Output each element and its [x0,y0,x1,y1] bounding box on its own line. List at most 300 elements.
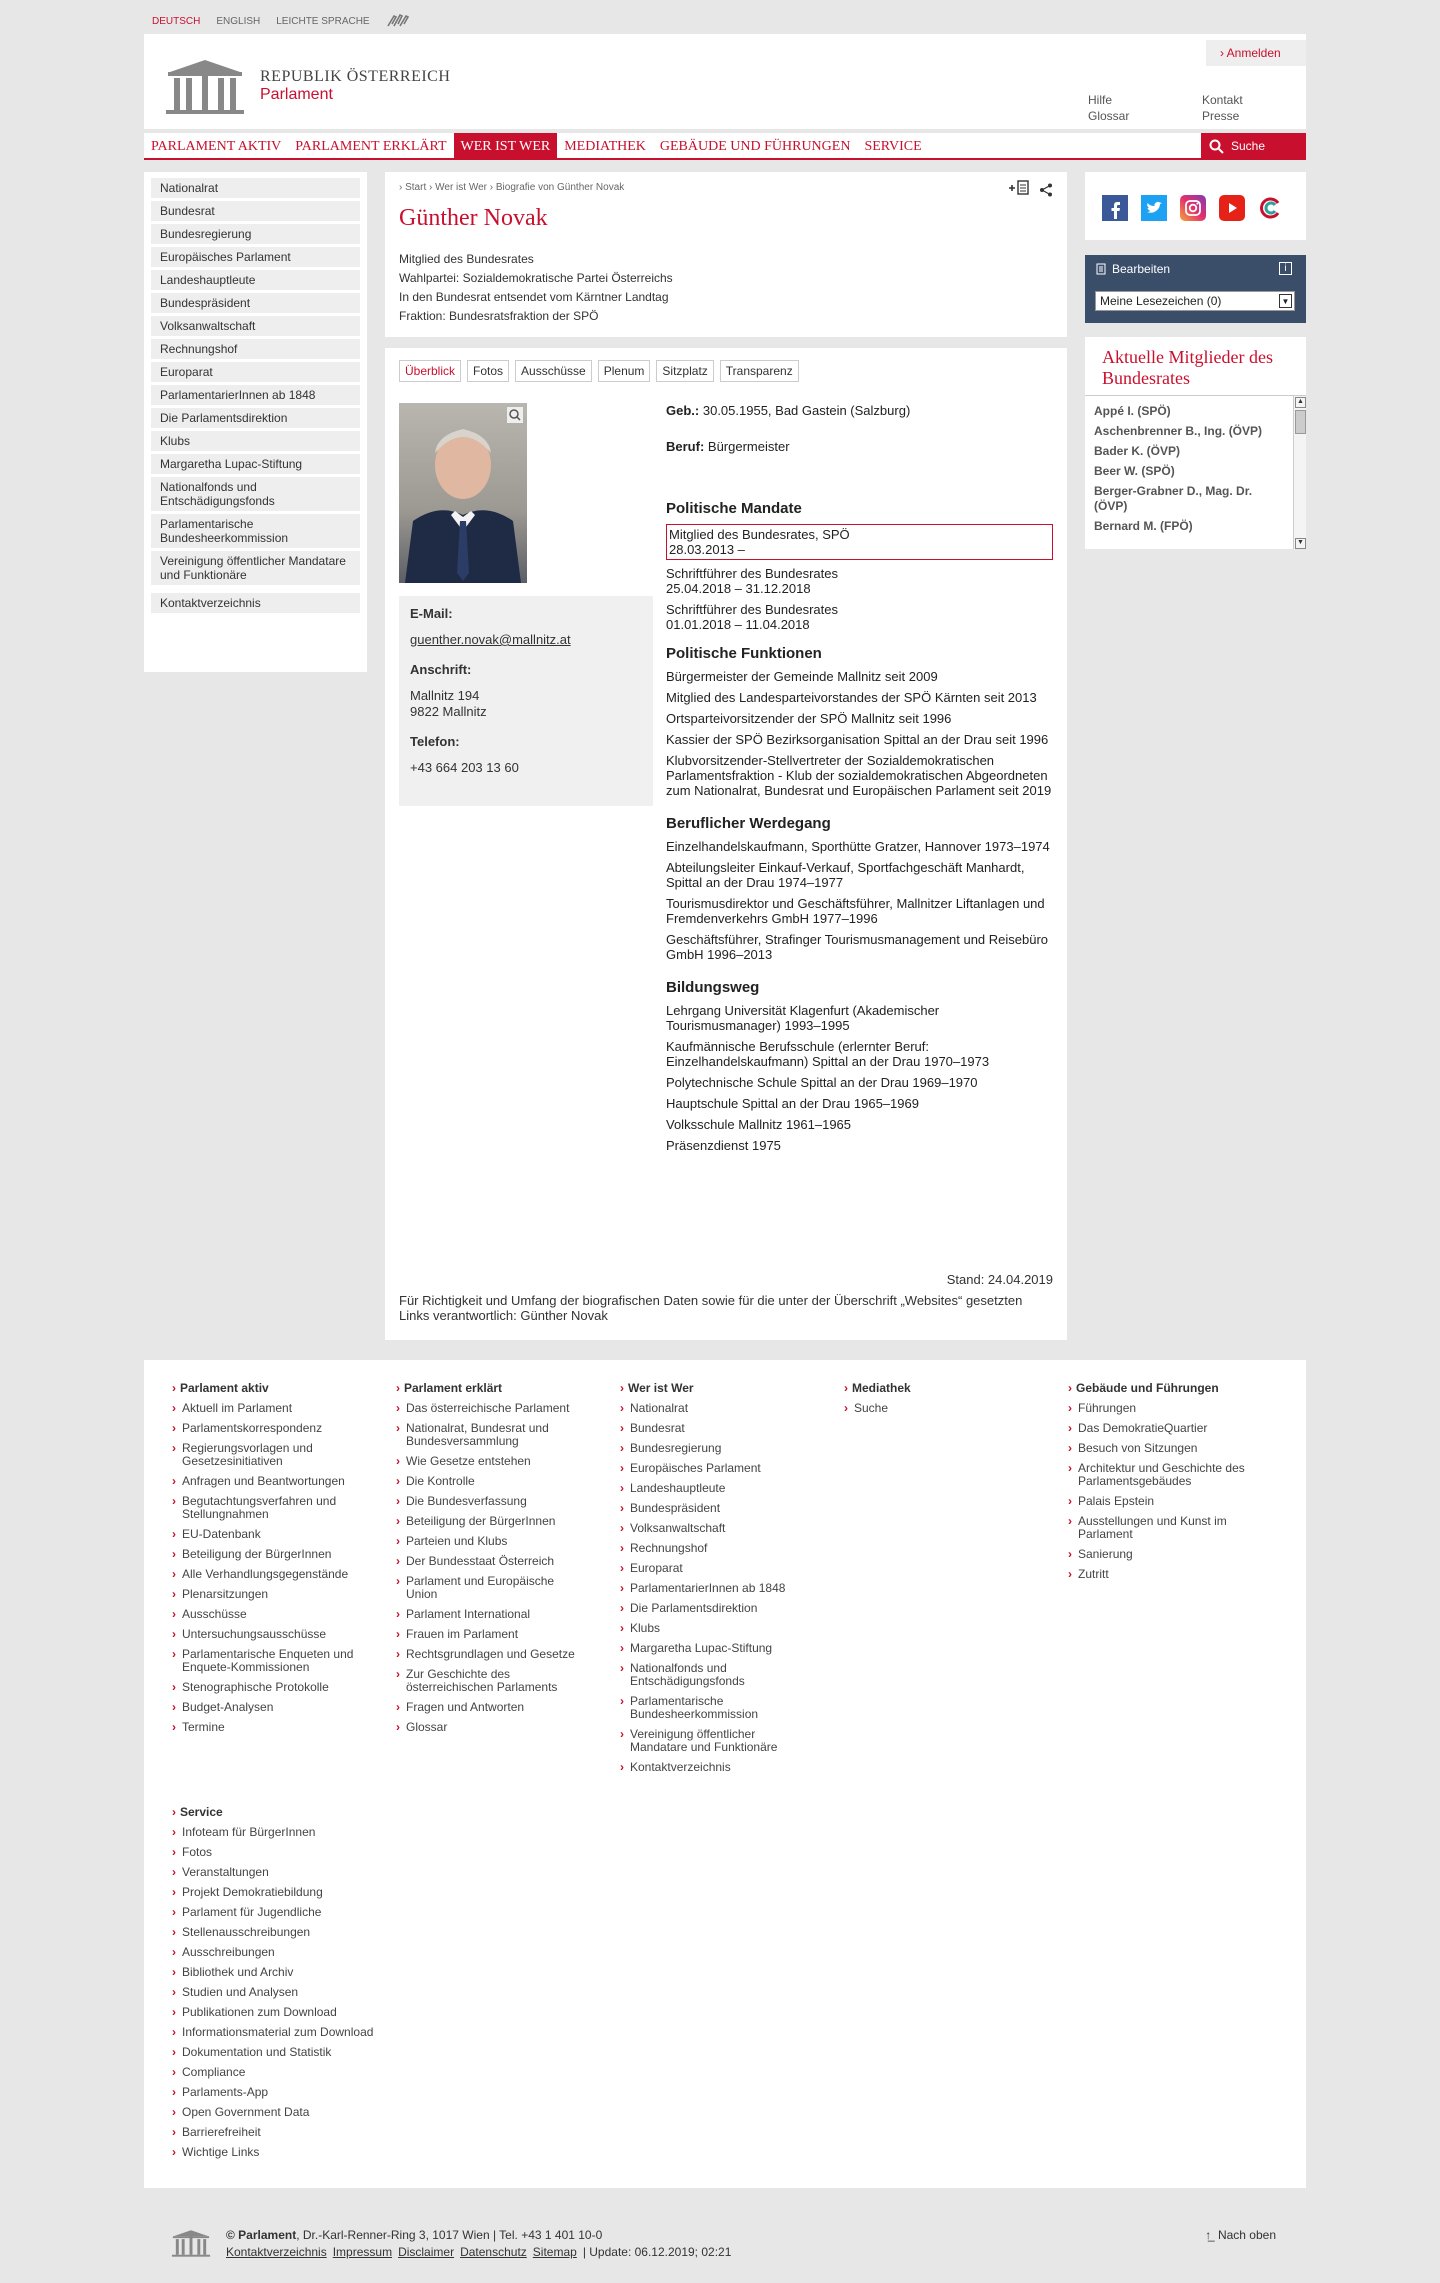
footer-link[interactable]: › Open Government Data [172,2105,310,2119]
footer-link[interactable]: › Budget-Analysen [172,1700,274,1714]
sidebar-item[interactable]: Volksanwaltschaft [151,316,360,336]
education-entry: Volksschule Mallnitz 1961–1965 [666,1117,852,1132]
chevron-right-icon: › [172,2085,176,2099]
footer-link[interactable]: › Parlamentarische Bundesheerkommission [620,1694,759,1721]
youtube-icon[interactable] [1219,195,1245,221]
footer-link[interactable]: › Barrierefreiheit [172,2125,261,2139]
portrait-photo[interactable] [399,403,527,583]
language-switcher [152,14,412,28]
footer-link[interactable]: › Parlament und Europäische Union [396,1574,555,1601]
footer-link[interactable]: › Bibliothek und Archiv [172,1965,294,1979]
nav-mediathek[interactable]: MEDIATHEK [564,139,646,154]
footer-link[interactable]: › Klubs [620,1621,661,1635]
chevron-right-icon: › [172,1905,176,1919]
chevron-right-icon: › [620,1641,624,1655]
footer-heading[interactable]: › Parlament aktiv [172,1381,269,1395]
biography-header [385,172,1067,337]
members-scrollbar[interactable]: ▲ ▼ [1293,396,1306,549]
chevron-right-icon: › [172,1865,176,1879]
footer-col-parlament-erklaert [396,1382,586,1741]
chevron-right-icon: › [172,1680,176,1694]
footer-link[interactable]: › Regierungsvorlagen und Gesetzesinitiativen [172,1441,313,1468]
chevron-right-icon: › [172,2065,176,2079]
email-label: E-Mail: [410,606,453,621]
chevron-right-icon: › [396,1454,400,1468]
chevron-right-icon: › [620,1461,624,1475]
footer-link[interactable]: › Frauen im Parlament [396,1627,519,1641]
parliament-building-icon [160,56,250,116]
birth-info: Geb.: 30.05.1955, Bad Gastein (Salzburg) [666,403,911,418]
tab-ueberblick[interactable]: Überblick [399,360,461,382]
sidebar-item[interactable]: Landeshauptleute [151,270,360,290]
footer-link[interactable]: › Parlamentskorrespondenz [172,1421,323,1435]
sidebar-item[interactable]: Europäisches Parlament [151,247,360,267]
bio-tabs [399,360,799,382]
mandate-entry: Mitglied des Bundesrates, SPÖ 28.03.2013 – [666,524,1053,560]
address-label: Anschrift: [410,662,472,677]
chevron-right-icon: › [396,1720,400,1734]
chevron-right-icon: › [396,1627,400,1641]
footer-link[interactable]: › Der Bundesstaat Österreich [396,1554,555,1568]
footer-link-datenschutz[interactable]: Datenschutz [460,2245,527,2259]
sidebar-item[interactable]: Bundespräsident [151,293,360,313]
chevron-right-icon: › [172,2005,176,2019]
breadcrumb-current: Biografie von Günther Novak [495,182,625,193]
sidebar-item[interactable]: Bundesrat [151,201,360,221]
social-media-bar [1085,172,1306,240]
chevron-right-icon: › [172,1527,176,1541]
meta-line: Mitglied des Bundesrates [399,252,534,266]
nav-service[interactable]: SERVICE [864,139,922,154]
chevron-right-icon: › [172,1381,176,1395]
chevron-right-icon: › [1068,1494,1072,1508]
chevron-right-icon: › [620,1521,624,1535]
meta-line: Wahlpartei: Sozialdemokratische Partei Österreichs [399,271,673,285]
meta-line: Fraktion: Bundesratsfraktion der SPÖ [399,309,599,323]
last-updated: Stand: 24.04.2019 [946,1272,1053,1287]
footer-link[interactable]: › ParlamentarierInnen ab 1848 [620,1581,786,1595]
chevron-right-icon: › [620,1541,624,1555]
portrait-illustration [399,403,527,583]
left-sidebar-nav [144,172,367,672]
footer-link[interactable]: › Das DemokratieQuartier [1068,1421,1208,1435]
chevron-right-icon: › [620,1661,624,1675]
sidebar-item[interactable]: Nationalfonds und Entschädigungsfonds [151,477,360,511]
sidebar-item[interactable]: Parlamentarische Bundesheerkommission [151,514,360,548]
presse-link[interactable]: Presse [1202,109,1240,123]
chevron-right-icon: › [172,1805,176,1819]
footer-link[interactable]: › Publikationen zum Download [172,2005,337,2019]
chevron-right-icon: › [396,1700,400,1714]
mandate-entry: Schriftführer des Bundesrates 01.01.2018 – 11.04.2018 [666,602,838,632]
contact-box [399,596,653,806]
chevron-right-icon: › [1068,1567,1072,1581]
breadcrumb: › Start › Wer ist Wer › Biografie von Günther Novak [399,182,625,193]
chevron-right-icon: › [172,2105,176,2119]
footer-link[interactable]: › Rechnungshof [620,1541,708,1555]
chevron-right-icon: › [620,1501,624,1515]
footer-link[interactable]: › Die Parlamentsdirektion [620,1601,758,1615]
footer-link[interactable]: › Nationalrat, Bundesrat und Bundesversammlung [396,1421,549,1448]
footer-link[interactable]: › Parlamentarische Enqueten und Enquete-Kommissionen [172,1647,354,1674]
footer-link[interactable]: › Nationalfonds und Entschädigungsfonds [620,1661,745,1688]
chevron-right-icon: › [396,1647,400,1661]
twitter-icon[interactable] [1141,195,1167,221]
podcast-icon[interactable] [1258,195,1284,221]
chevron-right-icon: › [172,1825,176,1839]
footer-link[interactable]: › Die Kontrolle [396,1474,475,1488]
share-icon[interactable] [1039,183,1053,197]
chevron-right-icon: › [172,1985,176,1999]
footer-link[interactable]: › Zur Geschichte des österreichischen Parlaments [396,1667,558,1694]
sidebar-item[interactable]: Klubs [151,431,360,451]
tab-fotos[interactable]: Fotos [467,360,509,382]
footer-link[interactable]: › Beteiligung der BürgerInnen [396,1514,556,1528]
footer-link[interactable]: › Parlament für Jugendliche [172,1905,322,1919]
footer-col-service [172,1806,392,2166]
education-entry: Polytechnische Schule Spittal an der Drau 1969–1970 [666,1075,978,1090]
chevron-right-icon: › [620,1621,624,1635]
bookmark-icon [1096,263,1106,275]
chevron-right-icon: › [396,1534,400,1548]
footer-link[interactable]: › Fragen und Antworten [396,1700,525,1714]
footer-link[interactable]: › Wie Gesetze entstehen [396,1454,531,1468]
chevron-right-icon: › [172,1587,176,1601]
chevron-right-icon: › [396,1554,400,1568]
chevron-right-icon: › [172,1720,176,1734]
zoom-icon[interactable] [507,407,523,423]
bookmarks-selected-value: Meine Lesezeichen (0) [1100,294,1222,308]
function-entry: Klubvorsitzender-Stellvertreter der Sozialdemokratischen Parlamentsfraktion - Klub der sozialdemokratischen Abgeordneten zum Nationalrat, Bundesrat und Europäischen Parlament seit 2019 [666,753,1052,798]
chevron-right-icon: › [172,2125,176,2139]
disclaimer: Für Richtigkeit und Umfang der biografischen Daten sowie für die unter der Überschrift „Websites“ gesetzten Links verantwortlich: Günther Novak [399,1293,1023,1323]
footer-heading[interactable]: › Service [172,1805,223,1819]
meta-line: In den Bundesrat entsendet vom Kärntner Landtag [399,290,669,304]
lang-deutsch[interactable]: DEUTSCH [152,15,201,27]
address-line: Mallnitz 194 [410,688,480,703]
chevron-right-icon: › [620,1401,624,1415]
tab-ausschuesse[interactable]: Ausschüsse [515,360,592,382]
career-entry: Abteilungsleiter Einkauf-Verkauf, Sportfachgeschäft Manhardt, Spittal an der Drau 1974–1977 [666,860,1025,890]
footer-link[interactable]: › Beteiligung der BürgerInnen [172,1547,332,1561]
chevron-right-icon: › [396,1514,400,1528]
chevron-right-icon: › [172,1607,176,1621]
lang-leichte-sprache[interactable]: LEICHTE SPRACHE [276,15,370,27]
footer-link[interactable]: › Volksanwaltschaft [620,1521,726,1535]
footer-link[interactable]: › Nationalrat [620,1401,689,1415]
function-entry: Mitglied des Landesparteivorstandes der SPÖ Kärnten seit 2013 [666,690,1037,705]
sidebar-item[interactable]: Bundesregierung [151,224,360,244]
chevron-right-icon: › [1068,1441,1072,1455]
nav-parlament-erklaert[interactable]: PARLAMENT ERKLÄRT [295,139,447,154]
footer-link[interactable]: › Plenarsitzungen [172,1587,269,1601]
footer-link[interactable]: › Fotos [172,1845,213,1859]
footer-link[interactable]: › Europäisches Parlament [620,1461,761,1475]
chevron-right-icon: › [396,1401,400,1415]
lang-english[interactable]: ENGLISH [216,15,261,27]
chevron-right-icon: › [172,1474,176,1488]
info-icon[interactable]: i [1279,262,1292,275]
education-entry: Hauptschule Spittal an der Drau 1965–1969 [666,1096,919,1111]
chevron-right-icon: › [172,2025,176,2039]
chevron-right-icon: › [172,1945,176,1959]
chevron-right-icon: › [620,1481,624,1495]
function-entry: Ortsparteivorsitzender der SPÖ Mallnitz seit 1996 [666,711,952,726]
list-item[interactable]: Berger-Grabner D., Mag. Dr. (ÖVP) [1094,484,1253,513]
arrow-up-icon: ↑̲ [1205,2228,1212,2242]
footer-link[interactable]: › Studien und Analysen [172,1985,299,1999]
footer-col-mediathek [844,1382,1004,1422]
current-members-title: Aktuelle Mitglieder des Bundesrates [1102,347,1273,388]
footer-link[interactable]: › Aktuell im Parlament [172,1401,293,1415]
footer-link[interactable]: › Kontaktverzeichnis [620,1760,731,1774]
chevron-right-icon: › [172,1494,176,1508]
chevron-right-icon: › [620,1421,624,1435]
current-members-panel [1085,337,1306,549]
chevron-right-icon: › [172,2145,176,2159]
nav-parlament-aktiv[interactable]: PARLAMENT AKTIV [151,139,282,154]
footer-link[interactable]: › Rechtsgrundlagen und Gesetze [396,1647,575,1661]
tab-transparenz[interactable]: Transparenz [720,360,799,382]
chevron-right-icon: › [172,1441,176,1455]
footer-link[interactable]: › Das österreichische Parlament [396,1401,570,1415]
logo-subtitle: Parlament [260,86,333,103]
tab-sitzplatz[interactable]: Sitzplatz [656,360,713,382]
sidebar-item[interactable]: Vereinigung öffentlicher Mandatare und Funktionäre [151,551,360,585]
sign-language-icon[interactable] [386,12,412,31]
footer-link[interactable]: › Wichtige Links [172,2145,260,2159]
chevron-right-icon: › [172,2045,176,2059]
footer-link[interactable]: › Die Bundesverfassung [396,1494,527,1508]
sidebar-item[interactable]: Kontaktverzeichnis [151,593,360,613]
header-links-right [1202,92,1243,124]
footer-link[interactable]: › Veranstaltungen [172,1865,269,1879]
instagram-icon[interactable] [1180,195,1206,221]
phone-number: +43 664 203 13 60 [410,760,519,775]
login-button[interactable]: › Anmelden [1206,40,1306,66]
parliament-building-icon [169,2228,213,2258]
hilfe-link[interactable]: Hilfe [1088,93,1113,107]
chevron-right-icon: › [1068,1547,1072,1561]
login-label: Anmelden [1226,46,1281,60]
footer-link[interactable]: › Parlaments-App [172,2085,269,2099]
bookmark-add-icon[interactable] [1009,180,1031,196]
phone-label: Telefon: [410,734,460,749]
bookmarks-select[interactable] [1095,291,1295,311]
section-heading-werdegang: Beruflicher Werdegang [666,815,831,832]
search-button[interactable] [1201,133,1306,160]
function-entry: Bürgermeister der Gemeinde Mallnitz seit 2009 [666,669,938,684]
chevron-right-icon: › [620,1581,624,1595]
biography-content [385,348,1067,1340]
footer-link[interactable]: › Bundesregierung [620,1441,722,1455]
chevron-right-icon: › [396,1574,400,1588]
footer-link[interactable]: › Landeshauptleute [620,1481,726,1495]
header-links-left [1088,92,1129,124]
footer-link[interactable]: › Compliance [172,2065,246,2079]
chevron-right-icon: › [620,1694,624,1708]
bottom-bar [144,2200,1306,2280]
footer-link[interactable]: › Zutritt [1068,1567,1109,1581]
chevron-right-icon: › [172,1401,176,1415]
footer-col-parlament-aktiv [172,1382,362,1741]
sidebar-item[interactable]: Europarat [151,362,360,382]
chevron-right-icon: › [396,1607,400,1621]
footer-link[interactable]: › Begutachtungsverfahren und Stellungnahmen [172,1494,337,1521]
nav-wer-ist-wer[interactable]: WER IST WER [454,133,558,158]
footer-link[interactable]: › Infoteam für BürgerInnen [172,1825,316,1839]
chevron-right-icon: › [844,1401,848,1415]
chevron-right-icon: › [396,1474,400,1488]
chevron-right-icon: › [620,1561,624,1575]
chevron-right-icon: › [620,1601,624,1615]
footer-link[interactable]: › Stenographische Protokolle [172,1680,329,1694]
footer-link[interactable]: › Ausschreibungen [172,1945,275,1959]
footer-link-kontaktverzeichnis[interactable]: Kontaktverzeichnis [226,2245,327,2259]
list-item[interactable]: Bader K. (ÖVP) [1094,444,1181,458]
chevron-right-icon: › [620,1441,624,1455]
footer-link[interactable]: › EU-Datenbank [172,1527,261,1541]
bookmarks-panel [1085,255,1306,323]
education-entry: Präsenzdienst 1975 [666,1138,781,1153]
chevron-right-icon: › [172,1647,176,1661]
section-heading-bildung: Bildungsweg [666,979,760,996]
chevron-right-icon: › [396,1421,400,1435]
chevron-right-icon: › [1068,1401,1072,1415]
footer-link[interactable]: › Termine [172,1720,225,1734]
chevron-down-icon: ▼ [1279,294,1292,308]
footer-link[interactable]: › Anfragen und Beantwortungen [172,1474,345,1488]
tab-plenum[interactable]: Plenum [598,360,651,382]
footer-link[interactable]: › Parteien und Klubs [396,1534,508,1548]
footer-heading[interactable]: › Wer ist Wer [620,1381,694,1395]
chevron-right-icon: › [396,1667,400,1681]
footer-link-sitemap[interactable]: Sitemap [532,2245,577,2259]
update-info: | Update: 06.12.2019; 02:21 [582,2245,732,2259]
footer-link-impressum[interactable]: Impressum [332,2245,393,2259]
chevron-right-icon: › [172,1965,176,1979]
bearbeiten-link[interactable]: Bearbeiten [1112,262,1171,276]
footer-col-wer-ist-wer [620,1382,790,1781]
function-entry: Kassier der SPÖ Bezirksorganisation Spittal an der Drau seit 1996 [666,732,1049,747]
footer-link[interactable]: › Margaretha Lupac-Stiftung [620,1641,773,1655]
sidebar-item[interactable]: Die Parlamentsdirektion [151,408,360,428]
chevron-right-icon: › [396,1381,400,1395]
chevron-right-icon: › [172,1421,176,1435]
site-footer [144,1360,1306,2188]
footer-link[interactable]: › Parlament International [396,1607,531,1621]
chevron-right-icon: › [172,1925,176,1939]
footer-link[interactable]: › Bundesrat [620,1421,685,1435]
search-label: Suche [1231,139,1266,153]
breadcrumb-wer-ist-wer[interactable]: Wer ist Wer [435,182,487,193]
email-link[interactable]: guenther.novak@mallnitz.at [410,632,571,647]
chevron-right-icon: › [620,1760,624,1774]
education-entry: Kaufmännische Berufsschule (erlernter Beruf: Einzelhandelskaufmann) Spittal an der Drau 1970–1973 [666,1039,990,1069]
members-list [1085,395,1306,549]
footer-link-disclaimer[interactable]: Disclaimer [398,2245,455,2259]
footer-link[interactable]: › Führungen [1068,1401,1137,1415]
chevron-right-icon: › [844,1381,848,1395]
footer-link[interactable]: › Besuch von Sitzungen [1068,1441,1198,1455]
chevron-right-icon: › [172,1885,176,1899]
chevron-right-icon: › [396,1494,400,1508]
footer-link[interactable]: › Alle Verhandlungsgegenstände [172,1567,349,1581]
list-item[interactable]: Bernard M. (FPÖ) [1094,519,1193,533]
footer-col-gebaeude [1068,1382,1248,1588]
footer-heading[interactable]: › Gebäude und Führungen [1068,1381,1219,1395]
footer-link[interactable]: › Bundespräsident [620,1501,721,1515]
footer-link[interactable]: › Glossar [396,1720,448,1734]
glossar-link[interactable]: Glossar [1088,109,1130,123]
chevron-right-icon: › [1068,1421,1072,1435]
chevron-right-icon: › [172,1700,176,1714]
mandate-entry: Schriftführer des Bundesrates 25.04.2018 – 31.12.2018 [666,566,838,596]
sidebar-item[interactable]: Rechnungshof [151,339,360,359]
footer-link[interactable]: › Europarat [620,1561,683,1575]
footer-heading[interactable]: › Mediathek [844,1381,911,1395]
bio-details [666,403,1053,1159]
footer-link[interactable]: › Suche [844,1401,889,1415]
list-item[interactable]: Aschenbrenner B., Ing. (ÖVP) [1094,424,1263,438]
sidebar-item[interactable]: Margaretha Lupac-Stiftung [151,454,360,474]
footer-link[interactable]: › Projekt Demokratiebildung [172,1885,323,1899]
main-navigation [144,133,1306,160]
parliament-logo[interactable] [160,56,460,116]
member-meta [399,250,1053,326]
footer-link[interactable]: › Untersuchungsausschüsse [172,1627,327,1641]
page-title: Günther Novak [399,205,548,231]
footer-link[interactable]: › Dokumentation und Statistik [172,2045,332,2059]
chevron-right-icon: › [172,1845,176,1859]
footer-heading[interactable]: › Parlament erklärt [396,1381,503,1395]
career-entry: Tourismusdirektor und Geschäftsführer, Mallnitzer Liftanlagen und Fremdenverkehrs GmbH 1977–1996 [666,896,1045,926]
back-to-top-link[interactable]: ↑̲ Nach oben [1205,2228,1276,2242]
sidebar-item[interactable]: ParlamentarierInnen ab 1848 [151,385,360,405]
footer-link[interactable]: › Informationsmaterial zum Download [172,2025,374,2039]
footer-link[interactable]: › Palais Epstein [1068,1494,1155,1508]
chevron-right-icon: › [620,1381,624,1395]
imprint-line: © Parlament, Dr.-Karl-Renner-Ring 3, 1017 Wien | Tel. +43 1 401 10-0 [226,2228,603,2242]
legal-links [226,2245,731,2259]
breadcrumb-start[interactable]: Start [405,182,427,193]
footer-link[interactable]: › Architektur und Geschichte des Parlamentsgebäudes [1068,1461,1245,1488]
footer-link[interactable]: › Stellenausschreibungen [172,1925,311,1939]
footer-link[interactable]: › Sanierung [1068,1547,1133,1561]
list-item[interactable]: Appé I. (SPÖ) [1094,404,1171,418]
chevron-right-icon: › [172,1567,176,1581]
footer-link[interactable]: › Ausschüsse [172,1607,247,1621]
section-heading-mandate: Politische Mandate [666,500,802,517]
chevron-right-icon: › [1068,1461,1072,1475]
logo-title: REPUBLIK ÖSTERREICH [260,68,451,85]
list-item[interactable]: Beer W. (SPÖ) [1094,464,1175,478]
section-heading-funktionen: Politische Funktionen [666,645,822,662]
career-entry: Geschäftsführer, Strafinger Tourismusmanagement und Reisebüro GmbH 1996–2013 [666,932,1049,962]
search-icon [1209,139,1224,154]
chevron-right-icon: › [1068,1514,1072,1528]
footer-link[interactable]: › Ausstellungen und Kunst im Parlament [1068,1514,1227,1541]
chevron-right-icon: › [1068,1381,1072,1395]
chevron-right-icon: › [172,1547,176,1561]
footer-link[interactable]: › Vereinigung öffentlicher Mandatare und Funktionäre [620,1727,778,1754]
facebook-icon[interactable] [1102,195,1128,221]
kontakt-link[interactable]: Kontakt [1202,93,1243,107]
address-line: 9822 Mallnitz [410,704,487,719]
sidebar-item[interactable]: Nationalrat [151,178,360,198]
nav-gebaeude[interactable]: GEBÄUDE UND FÜHRUNGEN [659,139,851,154]
career-entry: Einzelhandelskaufmann, Sporthütte Gratzer, Hannover 1973–1974 [666,839,1050,854]
